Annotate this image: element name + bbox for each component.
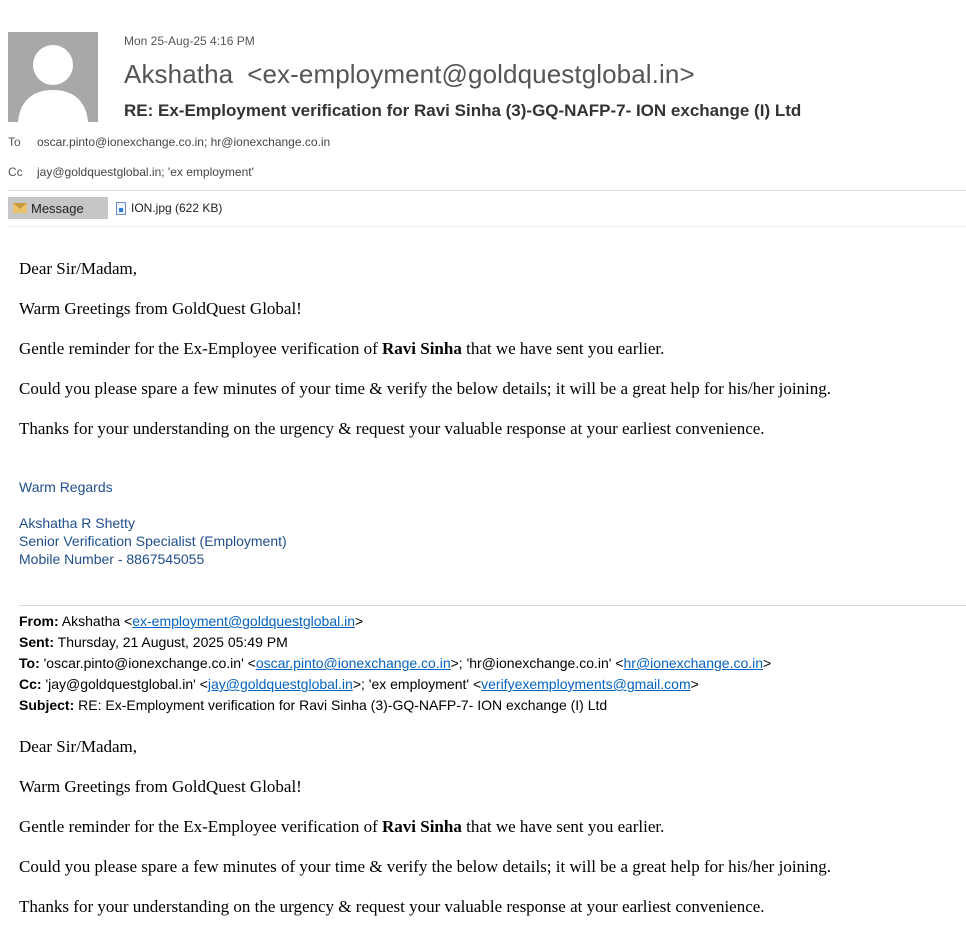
fw-cc-label: Cc:	[19, 676, 42, 692]
body-divider	[8, 226, 966, 227]
body-line-request: Could you please spare a few minutes of your time & verify the below details; it will be a great help for his/her joining.	[19, 379, 832, 398]
signature-regards: Warm Regards	[19, 479, 113, 495]
cc-recipients[interactable]: jay@goldquestglobal.in; 'ex employment'	[37, 165, 254, 179]
fw-from-row	[19, 613, 363, 629]
body-line-thanks: Thanks for your understanding on the urgency & request your valuable response at your earliest convenience.	[19, 419, 765, 438]
fw-from-label: From:	[19, 613, 59, 629]
fw-to-label: To:	[19, 655, 40, 671]
fw-greeting: Dear Sir/Madam,	[19, 737, 138, 756]
fw-to-row	[19, 655, 771, 671]
fw-cc-text-2: >; 'ex employment' <	[352, 676, 482, 692]
fw-sent-row	[19, 634, 288, 650]
body-line-greetings: Warm Greetings from GoldQuest Global!	[19, 299, 302, 318]
fw-from-name: Akshatha <	[61, 613, 133, 629]
cc-label: Cc	[8, 165, 23, 179]
candidate-name: Ravi Sinha	[382, 339, 462, 358]
forward-divider	[19, 605, 966, 606]
fw-subject-value: RE: Ex-Employment verification for Ravi Sinha (3)-GQ-NAFP-7- ION exchange (I) Ltd	[78, 697, 608, 713]
message-tab[interactable]	[8, 197, 108, 219]
fw-sent-label: Sent:	[19, 634, 54, 650]
attachment-label: ION.jpg (622 KB)	[131, 201, 223, 215]
to-recipients[interactable]: oscar.pinto@ionexchange.co.in; hr@ionexchange.co.in	[37, 135, 331, 149]
message-tab-label: Message	[31, 200, 84, 216]
fw-cc-email-link-2[interactable]: verifyexemployments@gmail.com	[481, 676, 691, 692]
greeting: Dear Sir/Madam,	[19, 259, 138, 278]
signature-title: Senior Verification Specialist (Employment)	[19, 533, 287, 549]
fw-body-line-greetings: Warm Greetings from GoldQuest Global!	[19, 777, 302, 796]
sender-avatar[interactable]	[8, 32, 98, 122]
fw-to-text-1: 'oscar.pinto@ionexchange.co.in' <	[43, 655, 256, 671]
to-label: To	[8, 135, 21, 149]
message-subject: RE: Ex-Employment verification for Ravi Sinha (3)-GQ-NAFP-7- ION exchange (I) Ltd	[124, 101, 802, 120]
fw-cc-text-1: 'jay@goldquestglobal.in' <	[45, 676, 208, 692]
header-divider	[8, 190, 966, 191]
fw-body-line-reminder	[19, 817, 664, 837]
cc-row	[8, 165, 254, 179]
fw-to-close: >	[763, 655, 772, 671]
reminder-text-post: that we have sent you earlier.	[461, 339, 665, 358]
fw-sent-value: Thursday, 21 August, 2025 05:49 PM	[57, 634, 288, 650]
message-date: Mon 25-Aug-25 4:16 PM	[124, 34, 255, 48]
fw-reminder-text-pre: Gentle reminder for the Ex-Employee verification of	[19, 817, 382, 836]
fw-body-line-thanks: Thanks for your understanding on the urgency & request your valuable response at your earliest convenience.	[19, 897, 765, 916]
signature-mobile: Mobile Number - 8867545055	[19, 551, 205, 567]
image-file-icon	[116, 202, 126, 215]
fw-candidate-name: Ravi Sinha	[382, 817, 462, 836]
fw-to-email-link-1[interactable]: oscar.pinto@ionexchange.co.in	[255, 655, 451, 671]
fw-cc-close: >	[690, 676, 699, 692]
fw-reminder-text-post: that we have sent you earlier.	[461, 817, 665, 836]
reminder-text-pre: Gentle reminder for the Ex-Employee verification of	[19, 339, 382, 358]
to-row	[8, 135, 330, 149]
sender-name: Akshatha	[124, 59, 234, 89]
fw-to-text-2: >; 'hr@ionexchange.co.in' <	[450, 655, 624, 671]
sender-line[interactable]	[124, 59, 695, 90]
fw-from-email-link[interactable]: ex-employment@goldquestglobal.in	[132, 613, 356, 629]
fw-cc-row	[19, 676, 699, 692]
fw-subject-label: Subject:	[19, 697, 75, 713]
fw-body-line-request: Could you please spare a few minutes of your time & verify the below details; it will be a great help for his/her joining.	[19, 857, 832, 876]
fw-from-close: >	[355, 613, 364, 629]
sender-address: <ex-employment@goldquestglobal.in>	[247, 59, 695, 89]
fw-subject-row	[19, 697, 607, 713]
attachment-ion-jpg[interactable]	[116, 201, 222, 215]
body-line-reminder	[19, 339, 664, 359]
fw-cc-email-link-1[interactable]: jay@goldquestglobal.in	[207, 676, 353, 692]
person-silhouette-icon	[8, 32, 98, 122]
envelope-icon	[13, 203, 27, 213]
fw-to-email-link-2[interactable]: hr@ionexchange.co.in	[623, 655, 764, 671]
attachment-bar	[8, 197, 222, 219]
signature-name: Akshatha R Shetty	[19, 515, 135, 531]
